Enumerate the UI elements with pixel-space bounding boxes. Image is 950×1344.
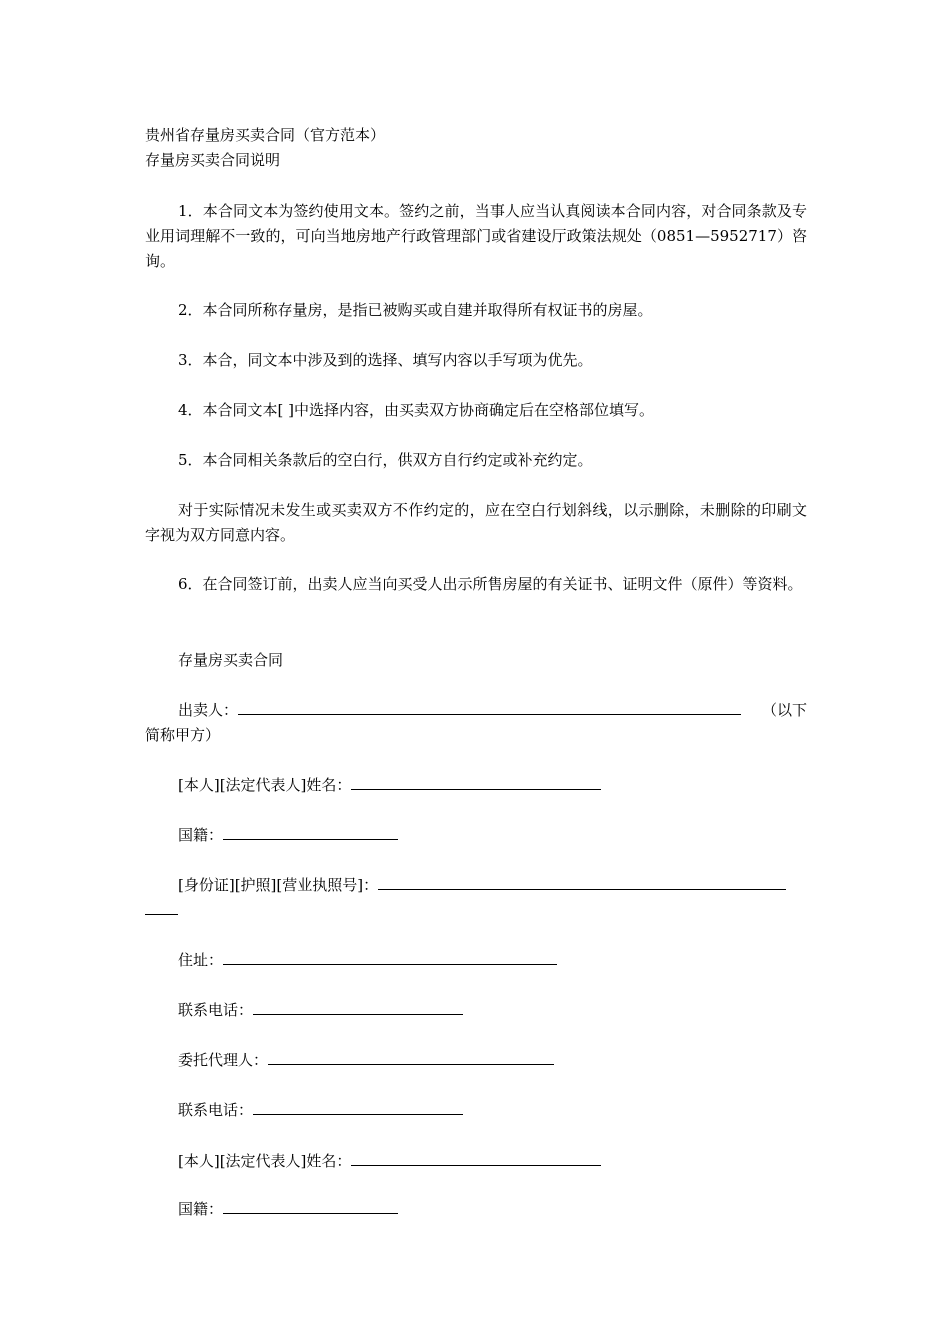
agent-field — [145, 1048, 807, 1073]
nationality2-label: 国籍： — [178, 1200, 224, 1218]
id-field-cont — [145, 898, 807, 923]
nationality-label: 国籍： — [178, 826, 224, 844]
agent-label: 委托代理人： — [178, 1051, 269, 1069]
name-field — [145, 773, 807, 798]
name-blank[interactable] — [351, 774, 601, 790]
note-2: 2．本合同所称存量房，是指已被购买或自建并取得所有权证书的房屋。 — [178, 301, 653, 319]
phone2-blank[interactable] — [253, 1099, 463, 1115]
seller-label: 出卖人： — [178, 701, 239, 719]
note-1: 1．本合同文本为签约使用文本。签约之前，当事人应当认真阅读本合同内容，对合同条款及专业用词理解不一致的，可向当地房地产行政管理部门或省建设厅政策法规处（0851—5952717）咨询。 — [145, 202, 807, 270]
phone2-label: 联系电话： — [178, 1101, 254, 1119]
address-label: 住址： — [178, 951, 224, 969]
note-7: 6．在合同签订前，出卖人应当向买受人出示所售房屋的有关证书、证明文件（原件）等资料。 — [178, 575, 803, 593]
phone-field — [145, 998, 807, 1023]
phone-blank[interactable] — [253, 999, 463, 1015]
seller-suffix: （以下 — [761, 701, 807, 719]
note-3: 3．本合，同文本中涉及到的选择、填写内容以手写项为优先。 — [178, 351, 593, 369]
contract-title: 存量房买卖合同 — [178, 651, 284, 669]
note-4: 4．本合同文本[ ]中选择内容，由买卖双方协商确定后在空格部位填写。 — [178, 401, 655, 419]
seller-blank[interactable] — [238, 699, 741, 715]
id-field — [145, 873, 807, 898]
name2-field — [145, 1149, 807, 1174]
name2-blank[interactable] — [351, 1150, 601, 1166]
note-6: 对于实际情况未发生或买卖双方不作约定的，应在空白行划斜线，以示删除，未删除的印刷文字视为双方同意内容。 — [145, 501, 807, 544]
address-field — [145, 948, 807, 973]
seller-field — [145, 698, 807, 723]
nationality-blank[interactable] — [223, 824, 398, 840]
phone-label: 联系电话： — [178, 1001, 254, 1019]
id-label: [身份证][护照][营业执照号]： — [178, 876, 379, 894]
name2-label: [本人][法定代表人]姓名： — [178, 1152, 352, 1170]
notes-title: 存量房买卖合同说明 — [145, 151, 281, 169]
id-blank-cont[interactable] — [145, 899, 178, 915]
phone2-field — [145, 1098, 807, 1123]
id-blank[interactable] — [378, 874, 786, 890]
name-label: [本人][法定代表人]姓名： — [178, 776, 352, 794]
nationality2-field — [145, 1197, 807, 1222]
seller-suffix-line2: 简称甲方） — [145, 726, 221, 744]
agent-blank[interactable] — [268, 1049, 554, 1065]
note-5: 5．本合同相关条款后的空白行，供双方自行约定或补充约定。 — [178, 451, 593, 469]
nationality2-blank[interactable] — [223, 1198, 398, 1214]
nationality-field — [145, 823, 807, 848]
document-title: 贵州省存量房买卖合同（官方范本） — [145, 126, 386, 144]
address-blank[interactable] — [223, 949, 557, 965]
